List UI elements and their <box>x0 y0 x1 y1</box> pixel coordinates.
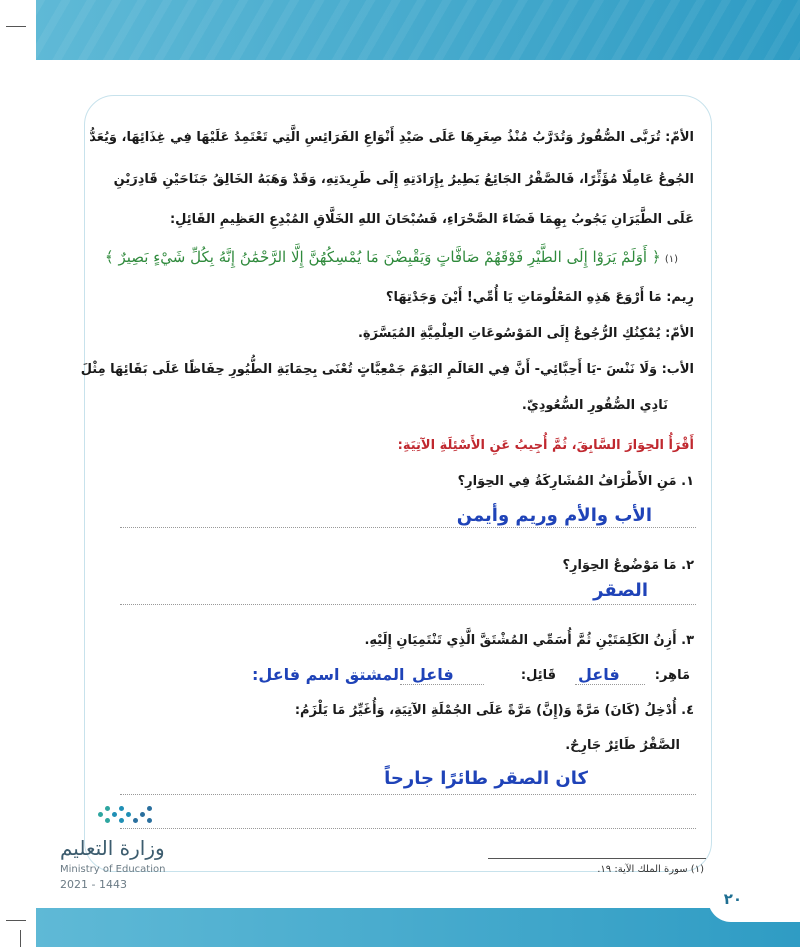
question-4-sentence: الصَّقْرُ طَائِرٌ جَارِحٌ. <box>565 738 680 753</box>
edition-year: 2021 - 1443 <box>60 878 127 891</box>
answer-line-1 <box>120 527 696 528</box>
answer-2[interactable]: الصقر <box>593 580 648 601</box>
fill-2[interactable]: فاعل <box>412 665 454 684</box>
ministry-name-arabic: وزارة التعليم <box>60 836 165 860</box>
page-number: ٢٠ <box>723 890 742 908</box>
fill-3[interactable]: :المشتق اسم فاعل <box>252 665 405 684</box>
answer-line-3 <box>120 794 696 795</box>
answer-line-2 <box>120 604 696 605</box>
footnote-text: (١) سورة الملك الآية: ١٩. <box>597 864 704 875</box>
blank-2-dots <box>400 684 484 685</box>
question-3: ٣. أَزِنُ الكَلِمَتَيْنِ ثُمَّ أُسَمِّي المُشْتَقَّ الَّذِي تَنْتَمِيَانِ إِلَيْهِ. <box>364 633 694 648</box>
word-2-label: قَائِل: <box>520 668 556 683</box>
answer-1[interactable]: الأب والأم وريم وأيمن <box>456 505 652 526</box>
quran-verse <box>105 248 682 266</box>
crop-mark-bottom-vertical <box>20 930 21 947</box>
word-1-label: مَاهِر: <box>654 668 690 683</box>
passage-line-6: الأب: وَلَا نَنْسَ -يَا أَحِبَّائِي- أَنَّ فِي العَالَمِ اليَوْمَ جَمْعِيَّاتٍ تُعْنَى بِحِمَايَةِ الطُّيُورِ حِفَاظًا عَلَى بَقَائِهَا مِثْلَ <box>80 362 694 377</box>
top-decorative-band <box>36 0 800 60</box>
crop-mark-bottom-left <box>6 920 26 921</box>
blank-1-dots <box>575 684 645 685</box>
exercise-instruction: أَقْرَأُ الحِوَارَ السَّابِقَ، ثُمَّ أُجِيبُ عَنِ الأَسْئِلَةِ الآتِيَةِ: <box>397 438 694 453</box>
passage-line-4: رِيم: مَا أَرْوَعَ هَذِهِ المَعْلُومَاتِ يَا أُمِّي! أَيْنَ وَجَدْتِهَا؟ <box>385 290 694 305</box>
page-number-tab <box>708 876 800 922</box>
passage-line-5: الأمّ: يُمْكِنُكِ الرُّجُوعُ إِلَى المَوْسُوعَاتِ العِلْمِيَّةِ المُيَسَّرَةِ. <box>357 326 694 341</box>
answer-line-4 <box>120 828 696 829</box>
ministry-name-english: Ministry of Education <box>60 864 166 875</box>
bottom-decorative-band <box>36 908 800 947</box>
question-2: ٢. مَا مَوْضُوعُ الحِوَارِ؟ <box>562 558 694 573</box>
question-1: ١. مَنِ الأَطْرَافُ المُشَارِكَةُ فِي الحِوَارِ؟ <box>457 474 694 489</box>
passage-line-3: عَلَى الطَّيَرَانِ يَجُوبُ بِهِمَا فَضَاءَ الصَّحْرَاءِ، فَسُبْحَانَ اللهِ الخَلَّاقِ المُبْدِعِ العَظِيمِ القَائِلِ: <box>169 212 694 227</box>
verse-footnote-marker: (١) <box>664 254 678 265</box>
passage-line-1: الأمّ: تُرَبَّى الصُّقُورُ وَتُدَرَّبُ مُنْذُ صِغَرِهَا عَلَى صَيْدِ أَنْوَاعِ الفَرَائِسِ الَّتِي تَعْتَمِدُ عَلَيْهَا فِي غِذَائِهَا، وَيُعَدُّ <box>89 130 694 145</box>
question-4: ٤. أُدْخِلُ (كَانَ) مَرَّةً وَ(إِنَّ) مَرَّةً عَلَى الجُمْلَةِ الآتِيَةِ، وَأُغَيِّرُ مَا يَلْزَمُ: <box>294 703 694 718</box>
passage-line-2: الجُوعُ عَامِلًا مُؤَثِّرًا، فَالصَّقْرُ الجَائِعُ يَطِيرُ بِإِرَادَتِهِ إِلَى طَرِيدَتِهِ، وَقَدْ وَهَبَهُ الخَالِقُ جَنَاحَيْنِ قَادِرَيْنِ <box>113 172 694 187</box>
passage-line-7: نَادِي الصُّقُورِ السُّعُودِيّ. <box>521 398 668 413</box>
crop-mark-top-left <box>6 26 26 27</box>
footnote-rule <box>488 858 706 859</box>
fill-1[interactable]: فاعل <box>578 665 620 684</box>
verse-text: ﴿ أَوَلَمْ يَرَوْا إِلَى الطَّيْرِ فَوْقَهُمْ صَافَّاتٍ وَيَقْبِضْنَ مَا يُمْسِكُهُنَّ إِلَّا الرَّحْمَٰنُ إِنَّهُ بِكُلِّ شَيْءٍ بَصِيرٌ ﴾ <box>104 248 661 266</box>
answer-4[interactable]: كان الصقر طائرًا جارحاً <box>384 768 588 789</box>
